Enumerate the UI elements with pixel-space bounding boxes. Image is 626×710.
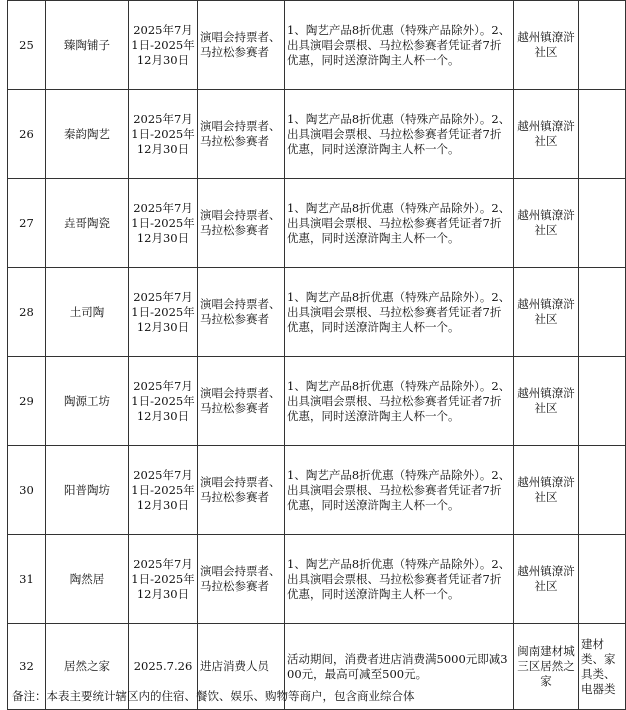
target-audience-cell: 演唱会持票者、马拉松参赛者 [198,535,285,624]
row-number-cell: 29 [8,357,46,446]
row-number-cell: 25 [8,1,46,90]
target-audience-cell: 演唱会持票者、马拉松参赛者 [198,90,285,179]
activity-period-cell: 2025年7月1日-2025年12月30日 [129,446,198,535]
activity-period-cell: 2025年7月1日-2025年12月30日 [129,535,198,624]
activity-period-cell: 2025年7月1日-2025年12月30日 [129,268,198,357]
target-audience-cell: 进店消费人员 [198,624,285,710]
activity-period-cell: 2025年7月1日-2025年12月30日 [129,357,198,446]
merchant-type-cell [579,446,626,535]
table-row [8,535,626,624]
activity-period-cell: 2025年7月1日-2025年12月30日 [129,1,198,90]
merchant-type-cell: 建材类、家具类、电器类 [579,624,626,710]
row-number-cell: 32 [8,624,46,710]
merchant-type-cell [579,90,626,179]
area-cell: 越州镇潦浒社区 [514,535,579,624]
target-audience-cell: 演唱会持票者、马拉松参赛者 [198,268,285,357]
table-row [8,268,626,357]
offer-details-cell: 1、陶艺产品8折优惠（特殊产品除外）。2、出具演唱会票根、马拉松参赛者凭证者7折优惠，同时送潦浒陶主人杯一个。 [285,1,514,90]
activity-period-cell: 2025.7.26 [129,624,198,710]
table-row [8,179,626,268]
offer-details-cell: 1、陶艺产品8折优惠（特殊产品除外）。2、出具演唱会票根、马拉松参赛者凭证者7折优惠，同时送潦浒陶主人杯一个。 [285,268,514,357]
row-number-cell: 26 [8,90,46,179]
offer-details-cell: 1、陶艺产品8折优惠（特殊产品除外）。2、出具演唱会票根、马拉松参赛者凭证者7折优惠，同时送潦浒陶主人杯一个。 [285,179,514,268]
offer-details-cell: 1、陶艺产品8折优惠（特殊产品除外）。2、出具演唱会票根、马拉松参赛者凭证者7折优惠，同时送潦浒陶主人杯一个。 [285,446,514,535]
offer-details-cell: 1、陶艺产品8折优惠（特殊产品除外）。2、出具演唱会票根、马拉松参赛者凭证者7折优惠，同时送潦浒陶主人杯一个。 [285,535,514,624]
target-audience-cell: 演唱会持票者、马拉松参赛者 [198,357,285,446]
table-row [8,357,626,446]
merchant-name-cell: 垚哥陶瓷 [46,179,129,268]
merchant-type-cell [579,268,626,357]
activity-period-cell: 2025年7月1日-2025年12月30日 [129,179,198,268]
area-cell: 闽南建材城三区居然之家 [514,624,579,710]
offer-details-cell: 1、陶艺产品8折优惠（特殊产品除外）。2、出具演唱会票根、马拉松参赛者凭证者7折优惠，同时送潦浒陶主人杯一个。 [285,357,514,446]
merchant-name-cell: 陶源工坊 [46,357,129,446]
table-row [8,1,626,90]
merchant-name-cell: 臻陶铺子 [46,1,129,90]
area-cell: 越州镇潦浒社区 [514,90,579,179]
area-cell: 越州镇潦浒社区 [514,1,579,90]
merchant-name-cell: 陶然居 [46,535,129,624]
footnote: 备注：本表主要统计辖区内的住宿、餐饮、娱乐、购物等商户，包含商业综合体 [12,689,415,703]
merchant-name-cell: 土司陶 [46,268,129,357]
area-cell: 越州镇潦浒社区 [514,268,579,357]
merchant-type-cell [579,535,626,624]
activity-period-cell: 2025年7月1日-2025年12月30日 [129,90,198,179]
merchant-type-cell [579,357,626,446]
target-audience-cell: 演唱会持票者、马拉松参赛者 [198,1,285,90]
area-cell: 越州镇潦浒社区 [514,179,579,268]
offer-details-cell: 1、陶艺产品8折优惠（特殊产品除外）。2、出具演唱会票根、马拉松参赛者凭证者7折优惠，同时送潦浒陶主人杯一个。 [285,90,514,179]
merchant-type-cell [579,179,626,268]
target-audience-cell: 演唱会持票者、马拉松参赛者 [198,446,285,535]
area-cell: 越州镇潦浒社区 [514,357,579,446]
offer-details-cell: 活动期间，消费者进店消费满5000元即减300元，最高可减至500元。 [285,624,514,710]
row-number-cell: 31 [8,535,46,624]
table-row [8,90,626,179]
row-number-cell: 30 [8,446,46,535]
merchant-name-cell: 居然之家 [46,624,129,710]
row-number-cell: 27 [8,179,46,268]
merchant-type-cell [579,1,626,90]
target-audience-cell: 演唱会持票者、马拉松参赛者 [198,179,285,268]
row-number-cell: 28 [8,268,46,357]
area-cell: 越州镇潦浒社区 [514,446,579,535]
merchant-table [7,0,626,710]
merchant-name-cell: 秦韵陶艺 [46,90,129,179]
table-row [8,446,626,535]
merchant-name-cell: 阳普陶坊 [46,446,129,535]
